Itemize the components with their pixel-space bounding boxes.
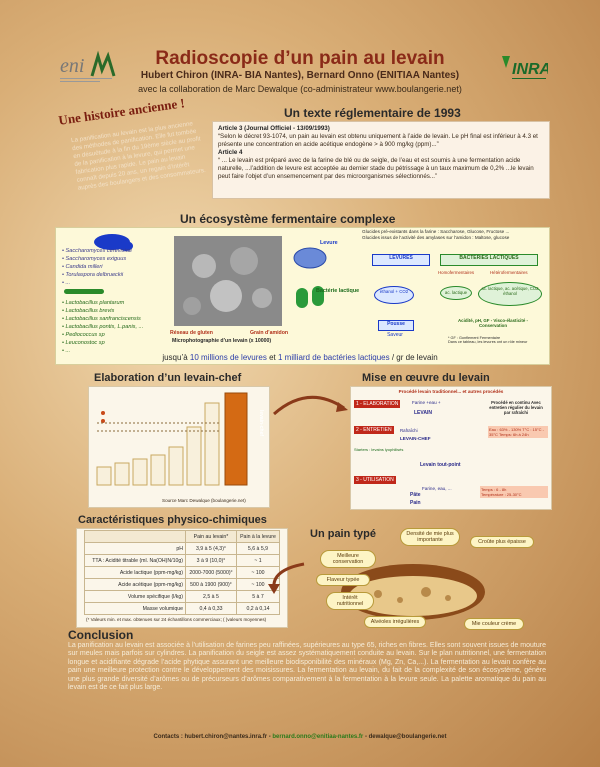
contacts-sep-2: -	[364, 734, 367, 740]
article4-title: Article 4	[218, 149, 243, 156]
poster-title: Radioscopie d’un pain au levain	[155, 48, 445, 69]
list-item: • Leuconostoc sp	[62, 340, 105, 347]
list-item: • Saccharomyces cerevisiae	[62, 248, 133, 254]
levain-chef-source: Source Marc Dewalque (boulangerie.net)	[162, 498, 246, 503]
mixed-node: ac. lactique, ac. acétique, CO2 éthanol	[478, 282, 542, 306]
list-item: • ...	[62, 348, 71, 355]
table-cell: Acide acétique (ppm-mg/kg)	[85, 579, 186, 591]
gluten-label: Réseau de gluten	[170, 330, 213, 336]
pousse-box: Pousse	[378, 320, 414, 331]
email-onno[interactable]: bernard.onno@enitiaa-nantes.fr	[272, 734, 364, 740]
acidity-label: Acidité, pH, GF - Visco-élasticité - Conservation	[458, 318, 528, 328]
table-row	[85, 579, 280, 591]
mise-rafraichi: Rafraîchi	[400, 428, 418, 433]
micro-caption: Microphotographie d’un levain (x 10000)	[172, 338, 272, 344]
list-item: • Lactobacillus sanfranciscensis	[62, 315, 141, 322]
saveur-label: Saveur	[387, 332, 403, 338]
table-cell: Masse volumique	[85, 603, 186, 615]
table-cell: ~ 100	[236, 567, 279, 579]
list-item: • Candida milleri	[62, 264, 103, 271]
mise-starter: Starters : levains lyophilisés	[354, 447, 404, 452]
levain-chef-diagram	[88, 386, 270, 508]
email-chiron[interactable]: hubert.chiron@nantes.inra.fr	[184, 734, 268, 740]
table-cell: 2,5 à 5	[185, 591, 236, 603]
article4-text: “ ... Le levain est préparé avec de la farine de blé ou de seigle, de l’eau et est soumis à une fermentation acide naturelle, ...l’addition de levure est acceptée au dernier stade du pétrissage à un taux maximum de 0,2% ...le levain peut faire l’objet d’un ensemencement par des microorganismes sélectionnés...”	[218, 157, 534, 180]
levain-chef-heading: Elaboration d’un levain-chef	[94, 372, 242, 384]
table-row	[85, 603, 280, 615]
mise-temps-temperature: Température : 25-30°C	[481, 492, 522, 497]
caption-and: et	[269, 353, 276, 362]
hetero-label: Hétérofermentaires	[490, 270, 528, 275]
sugars-text	[362, 229, 546, 241]
list-item: • Lactobacillus brevis	[62, 307, 115, 314]
bubble-alveoles: Alvéoles irrégulières	[364, 616, 426, 628]
table-cell: pH	[85, 543, 186, 555]
bubble-crust: Croûte plus épaisse	[470, 536, 534, 548]
table-row	[85, 567, 280, 579]
mise-farine: Farine, eau, ...	[422, 486, 452, 491]
step-utilisation: 3 - UTILISATION	[356, 477, 394, 483]
diagram-note-levures: Dans ce tableau, les levures ont un rôle mineur	[448, 340, 528, 344]
table-cell: 5 à 7	[236, 591, 279, 603]
table-header-cell	[85, 531, 186, 543]
inra-logo	[500, 54, 548, 84]
levain-chef-bar-label: levain-chef	[258, 409, 265, 437]
table-row	[85, 591, 280, 603]
contacts-sep-1: -	[268, 734, 271, 740]
table-header-cell: Pain au levain*	[185, 531, 236, 543]
characteristics-note: (* Valeurs min. et max. obtenues sur 24 échantillons commerciaux; ( )valeurs moyennes)	[86, 617, 267, 622]
sugars-amylase: Glucides issus de l’activité des amylases sur l’amidon : Maltose, glucose	[362, 235, 510, 240]
mise-levain-chef: LEVAIN-CHEF	[400, 436, 431, 441]
characteristics-table	[84, 530, 280, 615]
table-cell: 0,4 à 0,33	[185, 603, 236, 615]
yeast-label: Levure	[320, 240, 338, 246]
list-item: • Torulaspora delbrueckii	[62, 272, 124, 279]
yeast-list	[62, 247, 172, 287]
contacts-label: Contacts :	[153, 734, 183, 740]
mise-levain: LEVAIN	[414, 410, 432, 416]
bubble-mie: Mie couleur crème	[464, 618, 524, 630]
mise-subtitle: Procédé levain traditionnel... et autres procédés	[398, 389, 504, 394]
mise-params: Eau : 63% - 130% T°C : 15°C - 35°C Temps: 6h à 24h	[488, 426, 548, 438]
bacteria-icon	[62, 287, 132, 295]
bacteria-list	[62, 299, 172, 356]
article3-title: Article 3 (Journal Officiel - 13/09/1993)	[218, 125, 330, 132]
bubble-conservation: Meilleure conservation	[320, 550, 376, 568]
list-item: • Lactobacillus pontis, L.panis, ...	[62, 323, 144, 330]
starch-label: Grain d’amidon	[250, 330, 289, 336]
table-cell: Acide lactique (ppm-mg/kg)	[85, 567, 186, 579]
svg-text:INRA: INRA	[512, 61, 548, 78]
caption-prefix: jusqu’à	[162, 353, 188, 362]
contacts	[100, 734, 500, 740]
list-item: • Lactobacillus plantarum	[62, 299, 125, 306]
ecosystem-caption	[130, 353, 470, 362]
caption-yeasts: 10 millions de levures	[189, 353, 267, 362]
regulation-heading: Un texte réglementaire de 1993	[284, 106, 461, 120]
bacteria-label: Bactérie lactique	[316, 288, 360, 294]
caption-suffix: / gr de levain	[391, 353, 438, 362]
caption-bacteria: 1 milliard de bactéries lactiques	[278, 353, 390, 362]
characteristics-heading: Caractéristiques physico-chimiques	[78, 514, 267, 526]
table-cell: TTA : Acidité titrable (ml. Na(OH)N/10g)	[85, 555, 186, 567]
table-row	[85, 543, 280, 555]
mise-pate: Pâte	[410, 492, 421, 498]
table-header-row	[85, 531, 280, 543]
mise-autres: Procédé en continu Avec entretien régulier du levain par rafraîchi	[489, 400, 543, 415]
yeast-cell-icon	[290, 246, 332, 270]
table-cell: ~ 1	[236, 555, 279, 567]
step-entretien: 2 - ENTRETIEN	[356, 427, 392, 433]
table-row	[85, 555, 280, 567]
bubble-nutrition: Intérêt nutritionnel	[326, 592, 374, 610]
bacteries-box: BACTERIES LACTIQUES	[440, 254, 538, 266]
mise-heading: Mise en œuvre du levain	[362, 372, 490, 384]
conclusion-heading: Conclusion	[68, 628, 134, 642]
collaboration: avec la collaboration de Marc Dewalque (co-administrateur www.boulangerie.net)	[138, 84, 462, 94]
list-item: • ...	[62, 280, 71, 287]
bubble-flavour: Flaveur typée	[316, 574, 370, 586]
mise-levain-tout-point: Levain tout-point	[420, 462, 461, 468]
list-item: • Pediococcus sp	[62, 331, 105, 338]
authors: Hubert Chiron (INRA- BIA Nantes), Bernard Onno (ENITIAA Nantes)	[140, 70, 460, 81]
list-item: • Saccharomyces exiguus	[62, 256, 127, 263]
conclusion-text: La panification au levain est associée à l’utilisation de farines peu raffinées, supérieures au type 65, riches en fibres. Elles sont souvent issues de mouture sur meules mais parfois sur cylindres. La panification du seigle est assez systématiquement conduite au levain. Sur le plan nutritionnel, une fermentation longue et acidifiante dégrade l’acide phytique assurant une meilleure biodisponibilité des minéraux (Mg, Zn, Ca,...). La fermentation au levain confère au pain une meilleure protection contre le développement des moisissures. La fermentation au levain, du fait de la complexité de son écosystème, génère une plus grande diversité d’arômes ou de précurseurs d’arômes comparativement à la fermentation à la levure seule. La palette aromatique du pain au levain est de ce fait plus large.	[68, 642, 546, 692]
arrow-icon	[268, 388, 354, 418]
table-cell: Volume spécifique (l/kg)	[85, 591, 186, 603]
lactic-node: ac. lactique	[440, 286, 472, 300]
ecosystem-heading: Un écosystème fermentaire complexe	[180, 212, 396, 226]
table-cell: 5,6 à 5,9	[236, 543, 279, 555]
email-dewalque[interactable]: dewalque@boulangerie.net	[368, 734, 447, 740]
diagram-note-gf: * GF : Gonflement Fermentaire	[448, 336, 501, 340]
table-cell: 0,2 à 0,14	[236, 603, 279, 615]
mise-temps-duration: Temps : 6 - 8h	[481, 487, 507, 492]
pain-type-heading: Un pain typé	[310, 528, 377, 540]
svg-text:eni: eni	[60, 55, 85, 77]
mise-pain: Pain	[410, 500, 421, 506]
table-cell: 500 à 1900 (900)°	[185, 579, 236, 591]
homo-label: Homofermentaires	[438, 270, 475, 275]
step-elaboration: 1 - ELABORATION	[356, 401, 399, 407]
enitiaa-logo	[58, 50, 116, 88]
history-heading: Une histoire ancienne !	[57, 95, 186, 128]
curved-arrow-icon	[264, 560, 312, 594]
ethanol-node: éthanol + CO2	[374, 286, 414, 304]
table-cell: 2000-7000 (5000)°	[185, 567, 236, 579]
table-header-cell: Pain à la levure	[236, 531, 279, 543]
regulation-box	[212, 121, 550, 199]
bubble-density: Densité de mie plus importante	[400, 528, 460, 546]
history-text: La panification au levain est la plus ancienne des méthodes de panification. Elle fut tombée en désuétude à la fin du 19ème siècle au profit de la panification à la levure, qui permet une fabrication plus rapide. Le pain au levain connaît depuis 20 ans, un regain d’intérêt auprès des boulangers et des consommateurs.	[70, 120, 207, 192]
microphotograph	[174, 236, 282, 326]
table-cell: 3,9 à 5 (4,3)°	[185, 543, 236, 555]
table-cell: 3 à 9 (10,0)°	[185, 555, 236, 567]
microorganism-list	[62, 247, 172, 355]
bacteria-cell-icon	[292, 282, 332, 312]
mise-temps	[480, 486, 548, 498]
article3-text: “Selon le décret 93-1074, un pain au levain est obtenu uniquement à l’aide de levain. Le pH final est inférieur à 4.3 et présente une concentration en acide acétique endogène > à 900 mg/kg (ppm)...”	[218, 133, 538, 148]
mise-farine-eau: Farine +eau +	[412, 400, 441, 405]
table-body	[85, 543, 280, 615]
levures-box: LEVURES	[372, 254, 430, 266]
diagram-notes	[448, 336, 544, 344]
table-cell: ~ 100	[236, 579, 279, 591]
sugars-flour: Glucides pré-existants dans la farine : Saccharose, Glucose, Fructose ...	[362, 229, 510, 234]
